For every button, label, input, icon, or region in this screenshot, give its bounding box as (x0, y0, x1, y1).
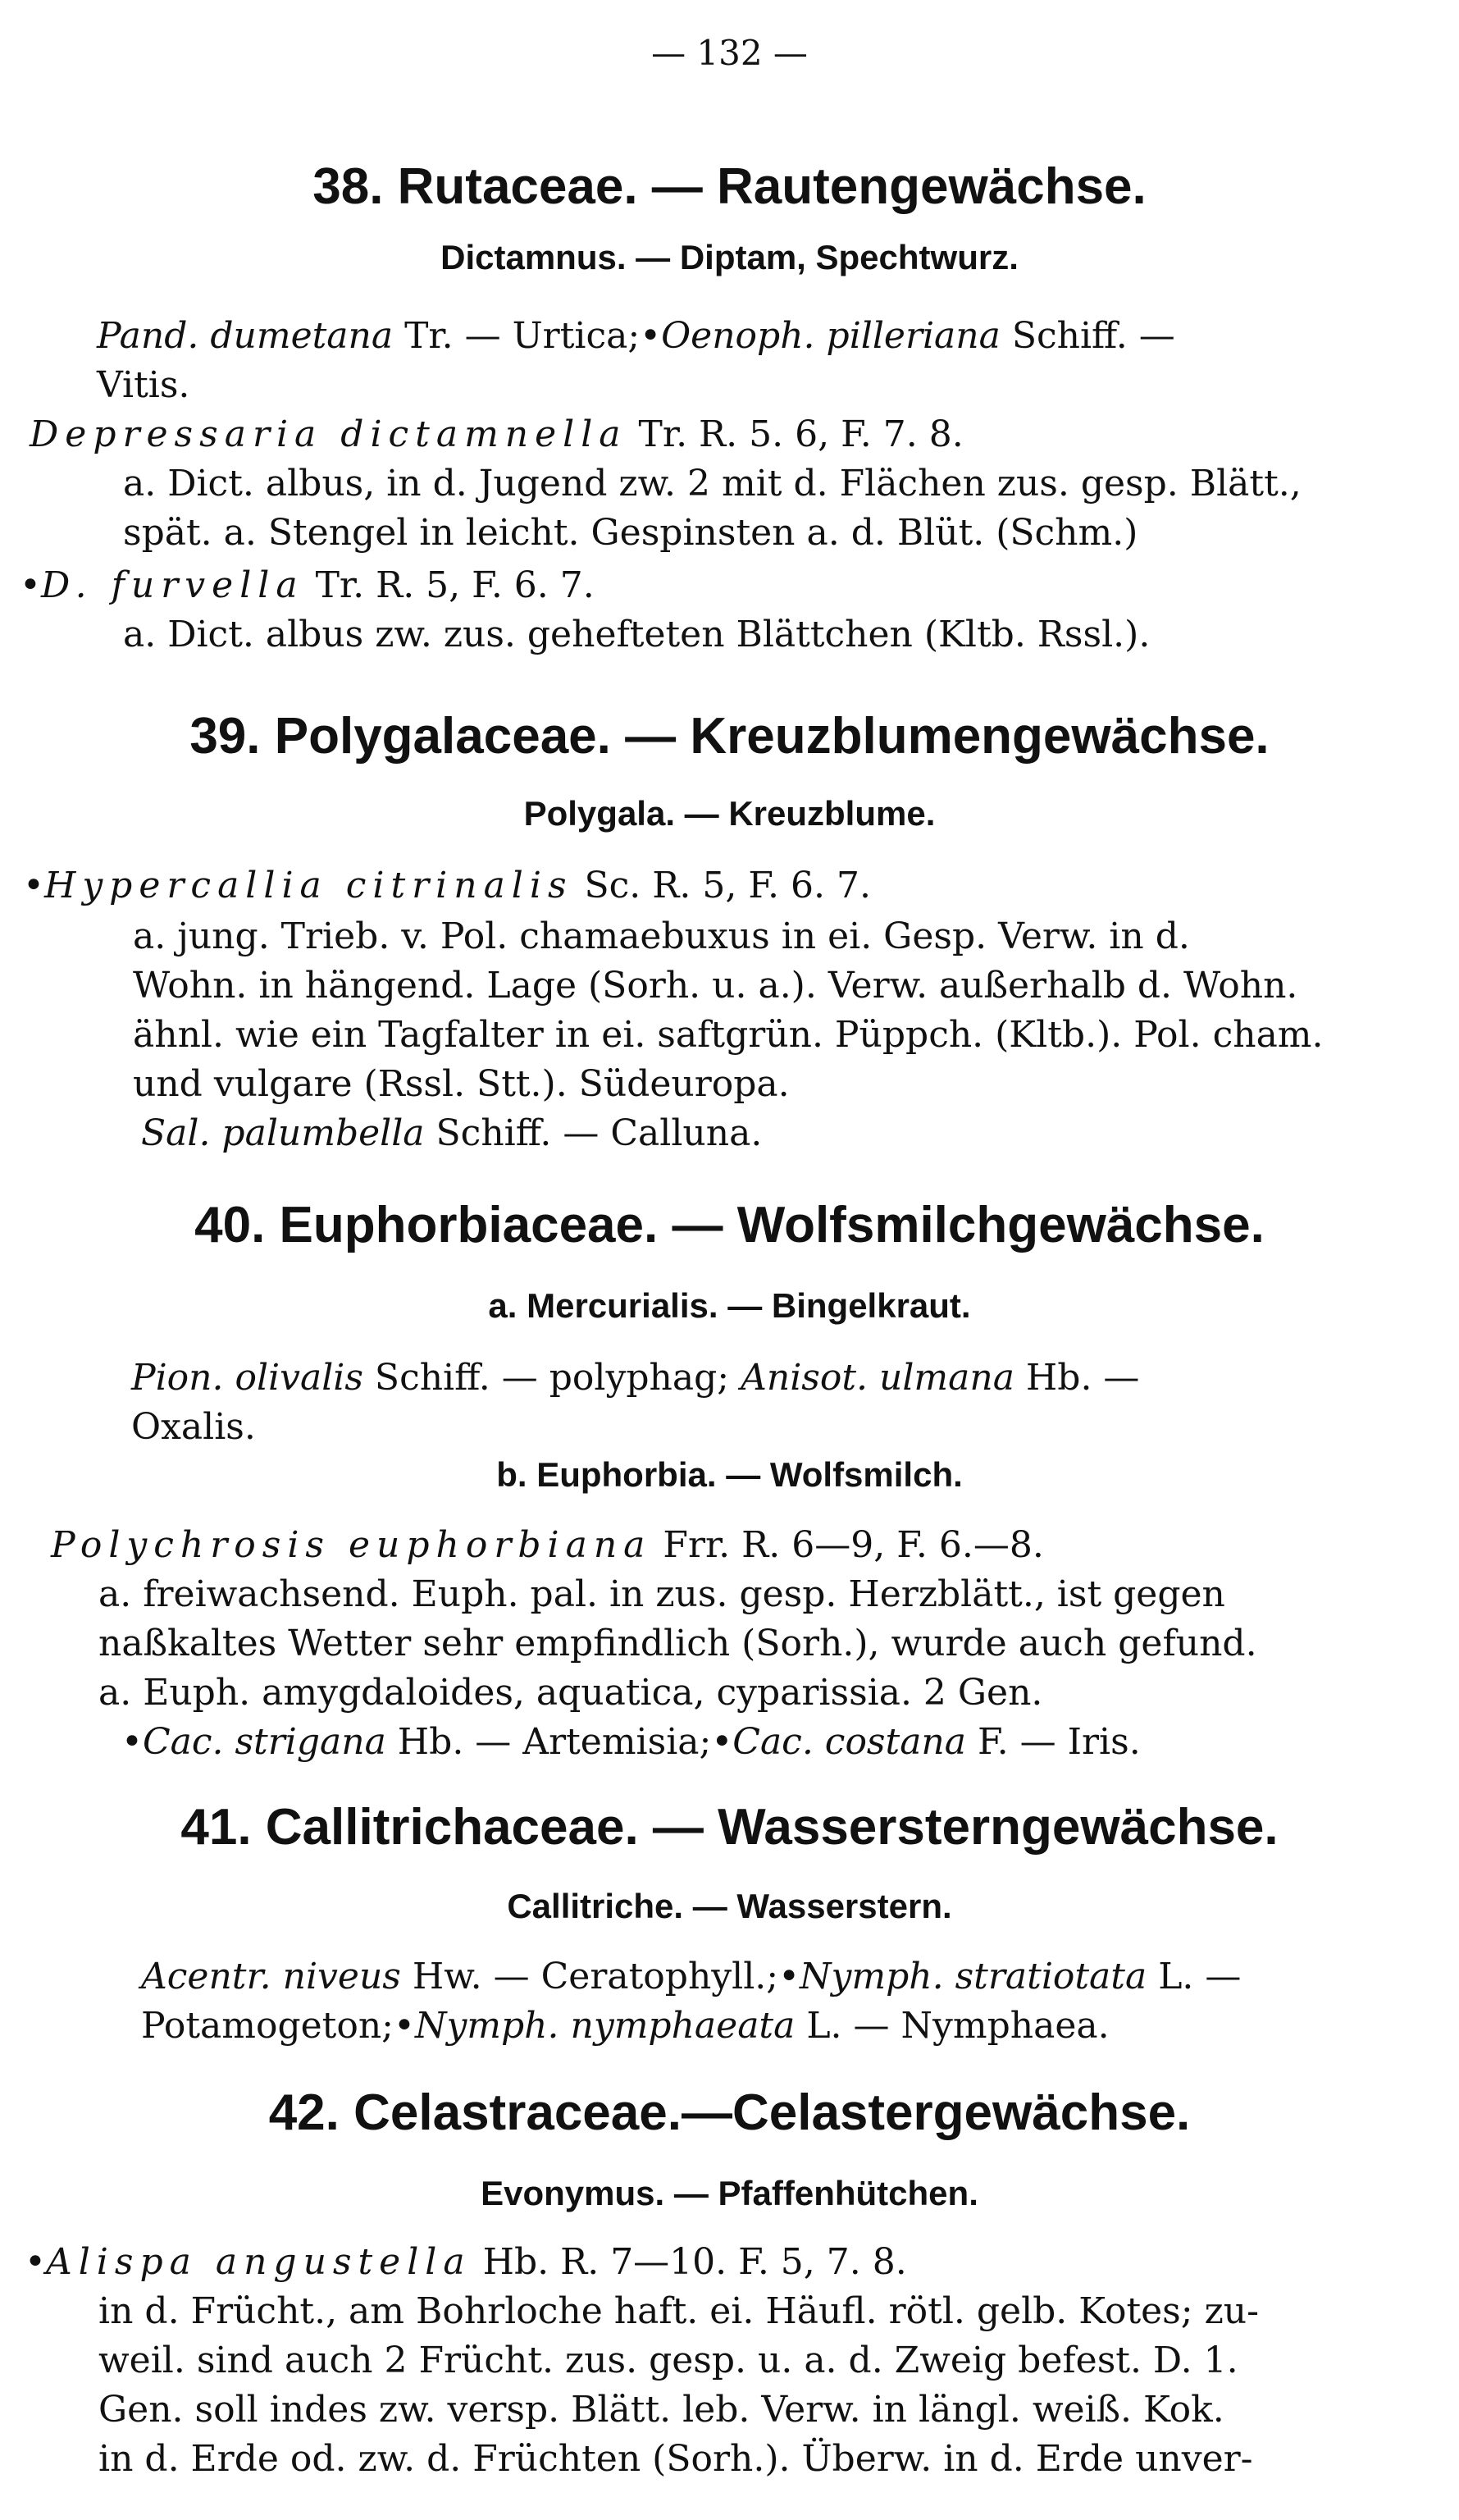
bullet-mark: • (25, 2241, 46, 2283)
section-title-celastraceae: 42. Celastraceae.—Celastergewächse. (268, 2084, 1191, 2141)
genus-heading-polygala: Polygala. — Kreuzblume. (523, 794, 936, 833)
section-title-callitrichaceae: 41. Callitrichaceae. — Wassersterngewächse. (180, 1799, 1279, 1856)
text-run: Potamogeton; (141, 2005, 394, 2047)
text-run: L. — (1147, 1956, 1242, 1997)
species-name: Oenoph. pilleriana (661, 315, 1001, 357)
section-title-euphorbiaceae: 40. Euphorbiaceae. — Wolfsmilchgewächse. (194, 1197, 1265, 1253)
text-run: Schiff. — Calluna. (424, 1112, 763, 1154)
bullet-mark: • (711, 1721, 733, 1763)
entry-line (141, 2005, 1110, 2047)
species-name: Alispa angustella (45, 2241, 472, 2283)
section-title-polygalaceae: 39. Polygalaceae. — Kreuzblumengewächse. (189, 708, 1270, 765)
entry-line (51, 1524, 1044, 1566)
page-number: — 132 — (651, 33, 808, 73)
genus-heading-evonymus: Evonymus. — Pfaffenhütchen. (481, 2174, 978, 2212)
text-run: Hw. — Ceratophyll.; (400, 1956, 779, 1997)
species-name: Polychrosis euphorbiana (51, 1524, 652, 1566)
entry-line: weil. sind auch 2 Frücht. zus. gesp. u. a. d. Zweig befest. D. 1. (98, 2340, 1238, 2381)
entry-line: in d. Erde od. zw. d. Früchten (Sorh.). Überw. in d. Erde unver- (98, 2438, 1253, 2480)
species-name: Depressaria dictamnella (30, 413, 627, 455)
bullet-mark: • (778, 1956, 800, 1997)
entry-line (141, 1112, 763, 1154)
entry-line: in d. Frücht., am Bohrloche haft. ei. Häufl. rötl. gelb. Kotes; zu- (98, 2290, 1259, 2332)
species-name: Pand. dumetana (97, 315, 394, 357)
entry-line: Wohn. in hängend. Lage (Sorh. u. a.). Verw. außerhalb d. Wohn. (133, 965, 1298, 1007)
entry-line: Vitis. (97, 364, 190, 406)
species-name: Sal. palumbella (141, 1112, 425, 1154)
text-run: Schiff. — polyphag; (362, 1357, 741, 1399)
species-name: D. furvella (40, 564, 304, 606)
species-name: Anisot. ulmana (741, 1357, 1014, 1399)
entry-line: Gen. soll indes zw. versp. Blätt. leb. Verw. in längl. weiß. Kok. (98, 2389, 1224, 2431)
genus-heading-callitriche: Callitriche. — Wasserstern. (507, 1887, 952, 1925)
entry-line: a. Euph. amygdaloides, aquatica, cyparissia. 2 Gen. (98, 1672, 1043, 1714)
text-run: Tr. R. 5, F. 6. 7. (303, 564, 595, 606)
entry-line: spät. a. Stengel in leicht. Gespinsten a. d. Blüt. (Schm.) (123, 512, 1138, 554)
text-run: L. — Nymphaea. (795, 2005, 1110, 2047)
entry-line (20, 564, 595, 606)
bullet-mark: • (23, 865, 44, 906)
entry-line: a. Dict. albus zw. zus. gehefteten Blättchen (Kltb. Rssl.). (123, 614, 1151, 655)
text-run: Hb. — (1014, 1357, 1140, 1399)
entry-line (121, 1721, 1141, 1763)
text-run: Hb. — Artemisia; (385, 1721, 712, 1763)
section-title-rutaceae: 38. Rutaceae. — Rautengewächse. (312, 158, 1147, 215)
species-name: Nymph. nymphaeata (414, 2005, 796, 2047)
entry-line (23, 865, 871, 906)
species-name: Hypercallia citrinalis (43, 865, 573, 906)
entry-line (141, 1956, 1242, 1997)
entry-line: naßkaltes Wetter sehr empfindlich (Sorh.), wurde auch gefund. (98, 1623, 1257, 1664)
entry-line: Oxalis. (131, 1406, 256, 1448)
genus-heading-euphorbia: b. Euphorbia. — Wolfsmilch. (496, 1455, 963, 1494)
text-run: Tr. — Urtica; (393, 315, 641, 357)
entry-line (30, 413, 964, 455)
text-run: Schiff. — (1000, 315, 1175, 357)
text-run: Hb. R. 7—10. F. 5, 7. 8. (471, 2241, 907, 2283)
genus-heading-mercurialis: a. Mercurialis. — Bingelkraut. (488, 1286, 971, 1325)
genus-heading-dictamnus: Dictamnus. — Diptam, Spechtwurz. (440, 238, 1019, 276)
species-name: Nymph. stratiotata (800, 1956, 1147, 1997)
species-name: Cac. strigana (142, 1721, 386, 1763)
text-run: F. — Iris. (966, 1721, 1141, 1763)
entry-line (131, 1357, 1140, 1399)
bullet-mark: • (20, 564, 41, 606)
text-run: Sc. R. 5, F. 6. 7. (572, 865, 871, 906)
entry-line: a. freiwachsend. Euph. pal. in zus. gesp. Herzblätt., ist gegen (98, 1573, 1225, 1615)
entry-line (97, 315, 1175, 357)
bullet-mark: • (121, 1721, 143, 1763)
entry-line: a. jung. Trieb. v. Pol. chamaebuxus in ei. Gesp. Verw. in d. (133, 915, 1190, 957)
species-name: Cac. costana (732, 1721, 966, 1763)
species-name: Pion. olivalis (131, 1357, 363, 1399)
text-run: Frr. R. 6—9, F. 6.—8. (651, 1524, 1044, 1566)
entry-line (25, 2241, 907, 2283)
entry-line: a. Dict. albus, in d. Jugend zw. 2 mit d. Flächen zus. gesp. Blätt., (123, 463, 1302, 504)
bullet-mark: • (640, 315, 662, 357)
entry-line: ähnl. wie ein Tagfalter in ei. saftgrün. Püppch. (Kltb.). Pol. cham. (133, 1014, 1324, 1056)
text-run: Tr. R. 5. 6, F. 7. 8. (627, 413, 964, 455)
species-name: Acentr. niveus (141, 1956, 401, 1997)
bullet-mark: • (393, 2005, 415, 2047)
entry-line: und vulgare (Rssl. Stt.). Südeuropa. (133, 1063, 790, 1105)
